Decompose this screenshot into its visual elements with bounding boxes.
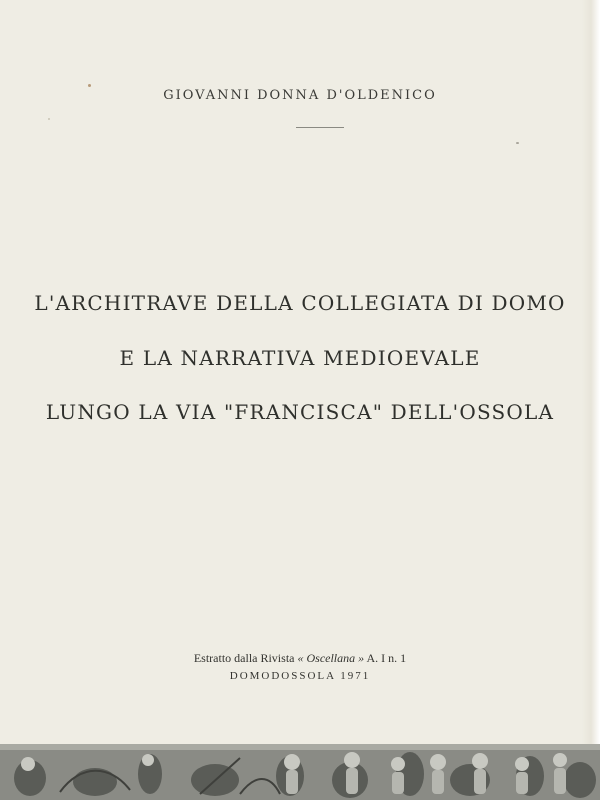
paper-speck <box>516 142 519 144</box>
title-line-1: L'ARCHITRAVE DELLA COLLEGIATA DI DOMO <box>34 291 566 315</box>
author-name: GIOVANNI DONNA D'OLDENICO <box>163 88 437 103</box>
title-line-3: LUNGO LA VIA "FRANCISCA" DELL'OSSOLA <box>45 400 555 424</box>
imprint-issue: A. I n. 1 <box>366 651 407 665</box>
imprint-prefix: Estratto dalla Rivista <box>193 651 295 665</box>
divider-rule <box>296 127 344 128</box>
journal-name: « Oscellana » <box>297 651 365 665</box>
paper-speck <box>88 84 91 87</box>
relief-frieze-image <box>0 744 600 800</box>
place-year: DOMODOSSOLA 1971 <box>229 670 371 682</box>
title-line-2: E LA NARRATIVA MEDIOEVALE <box>119 346 481 370</box>
imprint-line <box>0 651 600 666</box>
paper-speck <box>48 118 50 120</box>
